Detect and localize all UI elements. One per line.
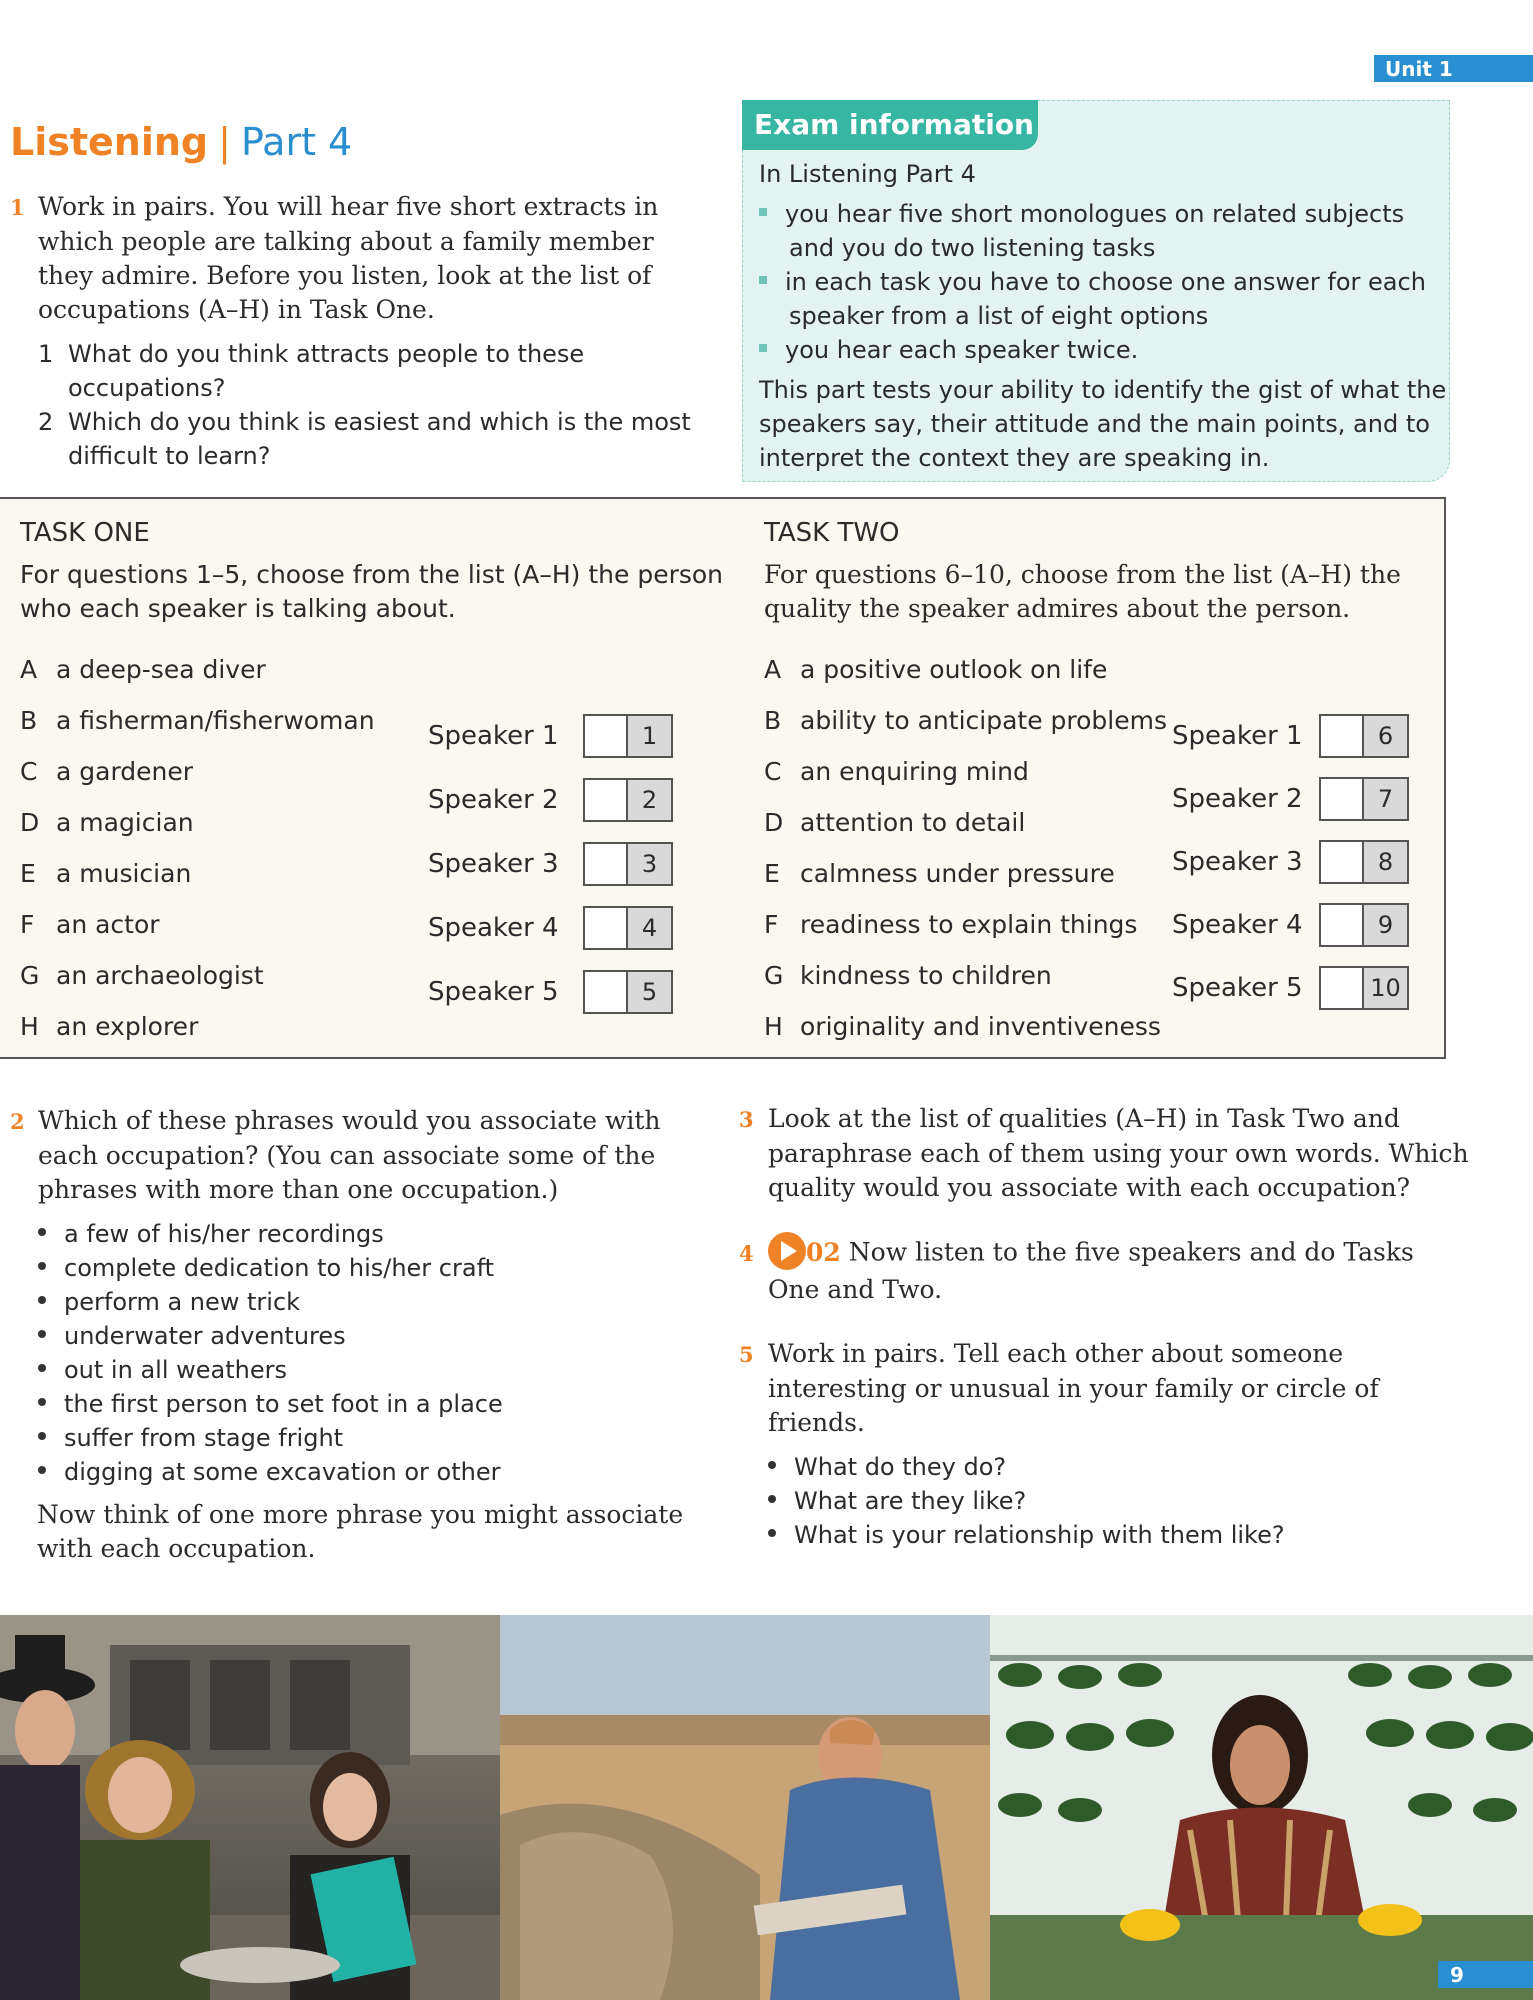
question-number: 2 bbox=[10, 1109, 25, 1134]
option-letter: A bbox=[20, 655, 38, 684]
q2-followup-line: with each occupation. bbox=[37, 1534, 316, 1563]
option-letter: B bbox=[20, 706, 38, 735]
instruction-line: For questions 6–10, choose from the list (A–H) the bbox=[764, 560, 1401, 589]
bullet-icon bbox=[768, 1495, 776, 1503]
q4-line: One and Two. bbox=[768, 1275, 943, 1304]
list-item bbox=[38, 1285, 503, 1319]
option-text: a magician bbox=[56, 808, 194, 837]
answer-box[interactable] bbox=[583, 714, 673, 758]
exam-para: interpret the context they are speaking in. bbox=[759, 444, 1270, 472]
speaker-row bbox=[1172, 767, 1409, 830]
list-item-text: What is your relationship with them like? bbox=[794, 1521, 1285, 1549]
q2-line: each occupation? (You can associate some of the bbox=[38, 1141, 656, 1170]
photo-archaeologist bbox=[500, 1615, 990, 2000]
photo-magician bbox=[0, 1615, 500, 2000]
subq-text: difficult to learn? bbox=[68, 442, 271, 470]
option-text: an actor bbox=[56, 910, 160, 939]
answer-box[interactable] bbox=[583, 778, 673, 822]
list-item-text: What are they like? bbox=[794, 1487, 1027, 1515]
q3-line: Look at the list of qualities (A–H) in Task Two and bbox=[768, 1104, 1400, 1133]
answer-box[interactable] bbox=[583, 970, 673, 1014]
speaker-label: Speaker 5 bbox=[428, 977, 559, 1007]
page-number: 9 bbox=[1438, 1961, 1533, 1988]
list-item bbox=[38, 1217, 503, 1251]
speaker-label: Speaker 1 bbox=[1172, 720, 1303, 751]
speaker-row bbox=[1172, 956, 1409, 1019]
subq-text: occupations? bbox=[68, 374, 226, 402]
list-item-text: suffer from stage fright bbox=[64, 1424, 344, 1452]
speaker-label: Speaker 2 bbox=[428, 785, 559, 815]
bullet-icon bbox=[38, 1228, 46, 1236]
option-letter: E bbox=[764, 859, 780, 888]
option-item bbox=[20, 808, 375, 859]
photo-strip bbox=[0, 1615, 1533, 2000]
list-item bbox=[768, 1518, 1285, 1552]
speaker-row bbox=[428, 768, 673, 832]
option-text: a deep-sea diver bbox=[56, 655, 266, 684]
speaker-label: Speaker 3 bbox=[428, 849, 559, 879]
question-number: 1 bbox=[10, 195, 25, 220]
q2-bullets bbox=[38, 1217, 503, 1489]
question-2 bbox=[10, 1104, 661, 1207]
option-text: an enquiring mind bbox=[800, 757, 1029, 786]
question-number: 5 bbox=[739, 1342, 754, 1367]
question-4 bbox=[739, 1235, 1414, 1307]
speaker-label: Speaker 4 bbox=[1172, 909, 1303, 940]
speaker-row bbox=[428, 832, 673, 896]
bullet-icon bbox=[768, 1529, 776, 1537]
option-item bbox=[764, 808, 1167, 859]
option-item bbox=[20, 961, 375, 1012]
answer-box[interactable] bbox=[583, 842, 673, 886]
option-letter: A bbox=[764, 655, 782, 684]
bullet-icon bbox=[38, 1466, 46, 1474]
list-item bbox=[38, 1455, 503, 1489]
option-text: kindness to children bbox=[800, 961, 1052, 990]
task-two-instruction bbox=[764, 558, 1401, 626]
speaker-label: Speaker 2 bbox=[1172, 783, 1303, 814]
option-item bbox=[764, 1012, 1167, 1063]
page-title bbox=[10, 120, 352, 164]
q4-line: Now listen to the five speakers and do Tasks bbox=[848, 1237, 1414, 1267]
option-item bbox=[764, 859, 1167, 910]
bullet-icon bbox=[768, 1461, 776, 1469]
q5-line: interesting or unusual in your family or circle of bbox=[768, 1374, 1379, 1403]
list-item bbox=[38, 1353, 503, 1387]
speaker-row bbox=[1172, 893, 1409, 956]
archaeologist-scene-image bbox=[500, 1615, 990, 2000]
question-number: 3 bbox=[739, 1107, 754, 1132]
q5-bullets bbox=[768, 1450, 1285, 1552]
list-item bbox=[38, 1387, 503, 1421]
title-separator: | bbox=[218, 120, 231, 164]
question-3 bbox=[739, 1102, 1469, 1205]
exam-bullet: you hear five short monologues on related subjects bbox=[785, 200, 1405, 228]
audio-track-number: 02 bbox=[806, 1237, 841, 1267]
answer-number: 1 bbox=[628, 716, 671, 756]
list-item-text: complete dedication to his/her craft bbox=[64, 1254, 495, 1282]
task-two-options bbox=[764, 655, 1167, 1063]
option-text: an archaeologist bbox=[56, 961, 264, 990]
answer-number: 8 bbox=[1364, 842, 1407, 882]
audio-play-icon[interactable] bbox=[768, 1232, 806, 1270]
subq-number: 2 bbox=[38, 408, 54, 436]
q1-subquestions bbox=[38, 337, 691, 473]
instruction-line: For questions 1–5, choose from the list (A–H) the person bbox=[20, 560, 724, 589]
question-number: 4 bbox=[739, 1240, 754, 1266]
answer-box[interactable] bbox=[1319, 966, 1409, 1010]
answer-number: 7 bbox=[1364, 779, 1407, 819]
option-text: a positive outlook on life bbox=[800, 655, 1108, 684]
exam-para: This part tests your ability to identify the gist of what the bbox=[759, 376, 1447, 404]
answer-box[interactable] bbox=[1319, 840, 1409, 884]
list-item-text: underwater adventures bbox=[64, 1322, 346, 1350]
list-item bbox=[38, 1319, 503, 1353]
subq-number: 1 bbox=[38, 340, 54, 368]
q5-line: friends. bbox=[768, 1408, 865, 1437]
option-item bbox=[20, 655, 375, 706]
answer-number: 6 bbox=[1364, 716, 1407, 756]
exam-para: speakers say, their attitude and the main points, and to bbox=[759, 410, 1430, 438]
q2-line: Which of these phrases would you associate with bbox=[38, 1106, 661, 1135]
subq-text: What do you think attracts people to these bbox=[68, 340, 585, 368]
task-one-options bbox=[20, 655, 375, 1063]
title-sub: Part 4 bbox=[240, 120, 353, 164]
task-one-speakers bbox=[428, 704, 673, 1024]
q1-line: Work in pairs. You will hear five short extracts in bbox=[38, 192, 659, 221]
task-one-title: TASK ONE bbox=[20, 518, 150, 548]
q5-line: Work in pairs. Tell each other about someone bbox=[768, 1339, 1344, 1368]
option-letter: H bbox=[20, 1012, 39, 1041]
speaker-row bbox=[428, 960, 673, 1024]
task-two-speakers bbox=[1172, 704, 1409, 1019]
q2-line: phrases with more than one occupation.) bbox=[38, 1175, 559, 1204]
photo-gardener bbox=[990, 1615, 1533, 2000]
exam-bullet: in each task you have to choose one answer for each bbox=[785, 268, 1426, 296]
q1-line: they admire. Before you listen, look at the list of bbox=[38, 261, 652, 290]
list-item bbox=[768, 1484, 1285, 1518]
task-one-instruction bbox=[20, 558, 723, 626]
option-item bbox=[20, 859, 375, 910]
option-item bbox=[764, 961, 1167, 1012]
bullet-icon bbox=[759, 208, 767, 216]
option-letter: C bbox=[764, 757, 782, 786]
option-letter: B bbox=[764, 706, 782, 735]
task-two-title: TASK TWO bbox=[764, 518, 900, 548]
option-text: an explorer bbox=[56, 1012, 199, 1041]
bullet-icon bbox=[38, 1296, 46, 1304]
question-5 bbox=[739, 1337, 1379, 1440]
q3-line: paraphrase each of them using your own words. Which bbox=[768, 1139, 1469, 1168]
speaker-row bbox=[428, 704, 673, 768]
option-text: a musician bbox=[56, 859, 192, 888]
instruction-line: quality the speaker admires about the person. bbox=[764, 594, 1351, 623]
q3-line: quality would you associate with each occupation? bbox=[768, 1173, 1411, 1202]
answer-number: 2 bbox=[628, 780, 671, 820]
instruction-line: who each speaker is talking about. bbox=[20, 594, 456, 623]
list-item-text: a few of his/her recordings bbox=[64, 1220, 384, 1248]
title-main: Listening bbox=[10, 120, 209, 164]
option-item bbox=[764, 706, 1167, 757]
speaker-row bbox=[1172, 830, 1409, 893]
speaker-label: Speaker 5 bbox=[1172, 972, 1303, 1003]
speaker-label: Speaker 1 bbox=[428, 721, 559, 751]
q1-line: which people are talking about a family member bbox=[38, 227, 654, 256]
list-item-text: the first person to set foot in a place bbox=[64, 1390, 503, 1418]
list-item-text: digging at some excavation or other bbox=[64, 1458, 501, 1486]
exam-bullet: you hear each speaker twice. bbox=[785, 336, 1139, 364]
bullet-icon bbox=[759, 344, 767, 352]
answer-number: 9 bbox=[1364, 905, 1407, 945]
option-text: attention to detail bbox=[800, 808, 1026, 837]
answer-box[interactable] bbox=[1319, 777, 1409, 821]
exam-info-content bbox=[759, 157, 1446, 475]
option-item bbox=[20, 706, 375, 757]
list-item-text: perform a new trick bbox=[64, 1288, 301, 1316]
option-text: a fisherman/fisherwoman bbox=[56, 706, 375, 735]
option-item bbox=[20, 1012, 375, 1063]
subq-text: Which do you think is easiest and which is the most bbox=[68, 408, 691, 436]
option-item bbox=[764, 655, 1167, 706]
list-item-text: out in all weathers bbox=[64, 1356, 287, 1384]
speaker-label: Speaker 3 bbox=[1172, 846, 1303, 877]
answer-number: 4 bbox=[628, 908, 671, 948]
exam-info-intro: In Listening Part 4 bbox=[759, 160, 976, 188]
bullet-icon bbox=[38, 1330, 46, 1338]
exam-bullet: and you do two listening tasks bbox=[789, 234, 1156, 262]
magician-scene-image bbox=[0, 1615, 500, 2000]
speaker-row bbox=[428, 896, 673, 960]
option-text: ability to anticipate problems bbox=[800, 706, 1168, 735]
q2-followup-line: Now think of one more phrase you might associate bbox=[37, 1500, 684, 1529]
bullet-icon bbox=[38, 1398, 46, 1406]
option-item bbox=[764, 757, 1167, 808]
option-item bbox=[20, 757, 375, 808]
exam-info-title: Exam information bbox=[742, 100, 1038, 150]
option-letter: D bbox=[764, 808, 784, 837]
answer-number: 5 bbox=[628, 972, 671, 1012]
answer-box[interactable] bbox=[1319, 903, 1409, 947]
answer-box[interactable] bbox=[1319, 714, 1409, 758]
unit-tab: Unit 1 bbox=[1374, 55, 1533, 82]
option-text: originality and inventiveness bbox=[800, 1012, 1161, 1041]
question-1 bbox=[10, 190, 658, 327]
answer-number: 3 bbox=[628, 844, 671, 884]
exam-bullet: speaker from a list of eight options bbox=[789, 302, 1209, 330]
option-letter: F bbox=[20, 910, 35, 939]
speaker-row bbox=[1172, 704, 1409, 767]
gardener-scene-image bbox=[990, 1615, 1533, 2000]
option-letter: H bbox=[764, 1012, 783, 1041]
q1-line: occupations (A–H) in Task One. bbox=[38, 295, 435, 324]
option-text: a gardener bbox=[56, 757, 194, 786]
list-item bbox=[38, 1251, 503, 1285]
option-item bbox=[764, 910, 1167, 961]
bullet-icon bbox=[759, 276, 767, 284]
option-letter: E bbox=[20, 859, 36, 888]
list-item bbox=[38, 1421, 503, 1455]
bullet-icon bbox=[38, 1432, 46, 1440]
option-letter: C bbox=[20, 757, 38, 786]
answer-number: 10 bbox=[1364, 968, 1407, 1008]
option-letter: G bbox=[20, 961, 40, 990]
answer-box[interactable] bbox=[583, 906, 673, 950]
option-letter: G bbox=[764, 961, 784, 990]
speaker-label: Speaker 4 bbox=[428, 913, 559, 943]
option-letter: D bbox=[20, 808, 40, 837]
list-item-text: What do they do? bbox=[794, 1453, 1007, 1481]
option-item bbox=[20, 910, 375, 961]
option-text: readiness to explain things bbox=[800, 910, 1138, 939]
option-letter: F bbox=[764, 910, 779, 939]
list-item bbox=[768, 1450, 1285, 1484]
bullet-icon bbox=[38, 1364, 46, 1372]
bullet-icon bbox=[38, 1262, 46, 1270]
q2-followup bbox=[37, 1498, 683, 1566]
option-text: calmness under pressure bbox=[800, 859, 1115, 888]
